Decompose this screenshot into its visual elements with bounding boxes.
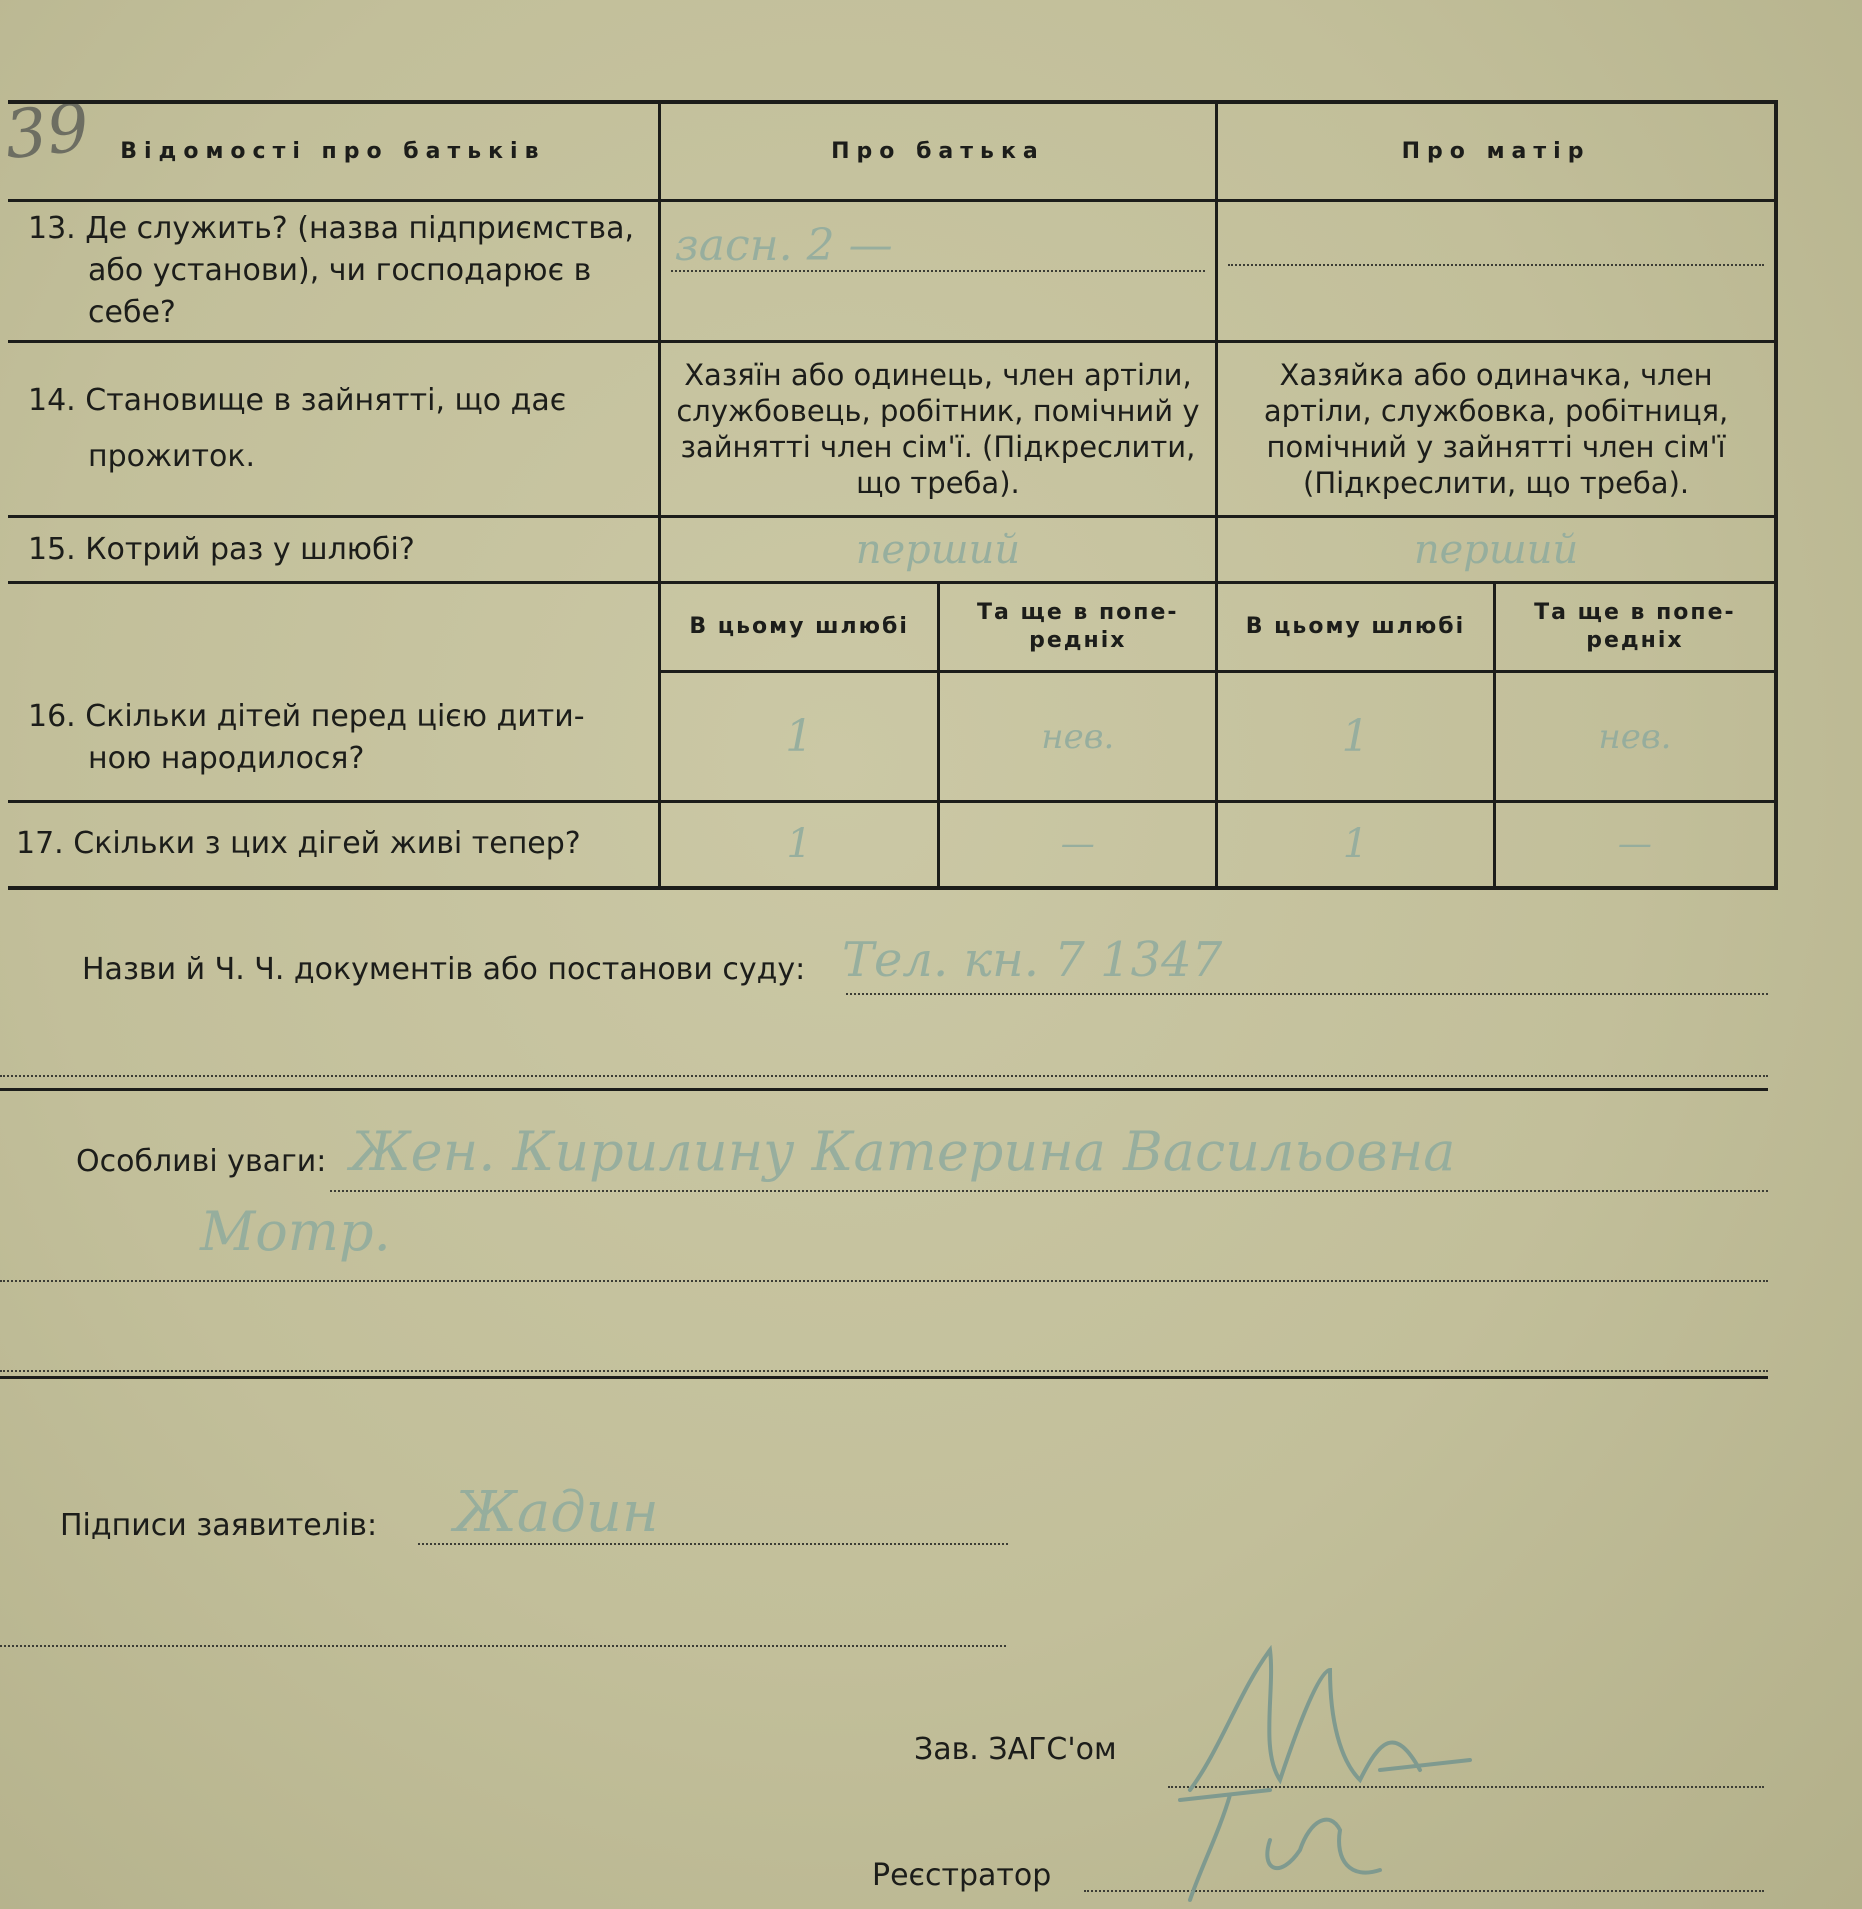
remarks-handwritten-2: Мотр. [200,1200,391,1263]
row-q16-subheaders [8,583,1776,672]
documents-handwritten: Тел. кн. 7 1347 [842,932,1223,988]
q16-father-this-value: 1 [785,711,814,762]
q16-mother-prev-value: нев. [1598,716,1672,757]
q16-label [8,583,659,802]
row-q15 [8,517,1776,583]
documents-dotline-2 [0,1075,1768,1077]
q16-label-line1: 16. Скільки дітей перед цією дити- [28,699,585,734]
head-label: Зав. ЗАГС'ом [914,1732,1117,1767]
parents-info-table [8,100,1778,890]
remarks-label: Особливі уваги: [76,1144,327,1179]
q15-label: 15. Котрий раз у шлюбі? [8,517,659,583]
row-q17 [8,802,1776,888]
q14-father-options: Хазяїн або одинець, член артіли, службовець, робітник, помічний у зайнятті член сім'ї. (Підкреслити, що треба). [659,342,1216,517]
row-q14 [8,342,1776,517]
registrar-label: Реєстратор [872,1858,1052,1893]
header-parents-info: Відомості про батьків [8,102,659,201]
q16-father-this [659,672,939,802]
q15-father-handwritten: перший [855,526,1021,573]
page-number-pencil: 39 [1,88,93,175]
remarks-dotline-3 [0,1370,1768,1372]
q13-label-line1: 13. Де служить? (назва підприємства, [28,211,635,246]
q17-label: 17. Скільки з цих дігей живі тепер? [8,802,659,888]
q17-mother-this [1217,802,1495,888]
q16-father-prev [939,672,1217,802]
q17-father-this [659,802,939,888]
documents-label: Назви й Ч. Ч. документів або постанови суду: [82,952,806,987]
q16-father-sub-this: В цьому шлюбі [659,583,939,672]
q16-father-sub-prev: Та ще в попе-редніх [939,583,1217,672]
q16-label-line2: ною народилося? [88,741,365,776]
applicants-dotline-2 [0,1645,1006,1647]
remarks-dotline-2 [0,1280,1768,1282]
q16-mother-sub-prev: Та ще в попе-редніх [1494,583,1776,672]
q16-father-prev-value: нев. [1041,716,1115,757]
section-divider-1 [0,1088,1768,1091]
q16-mother-this-value: 1 [1341,711,1370,762]
table-header-row [8,102,1776,201]
q17-father-prev [939,802,1217,888]
q14-label [8,342,659,517]
applicants-handwritten: Жадин [454,1480,659,1545]
q13-label [8,201,659,342]
applicants-label: Підписи заявителів: [60,1508,378,1543]
row-q13 [8,201,1776,342]
q13-mother-dotline [1228,264,1764,266]
section-divider-2 [0,1376,1768,1379]
q14-label-line2: прожиток. [88,439,256,474]
q16-mother-sub-this: В цьому шлюбі [1217,583,1495,672]
registrar-signature [1160,1760,1420,1909]
q16-mother-prev [1494,672,1776,802]
remarks-handwritten-1: Жен. Кирилину Катерина Васильовна [350,1120,1456,1183]
q15-mother-cell [1217,517,1776,583]
q14-mother-options: Хазяйка або одиначка, член артіли, службовка, робітниця, помічний у зайнятті член сім'ї (Підкреслити, що треба). [1217,342,1776,517]
remarks-dotline-1 [330,1190,1768,1192]
q13-label-line2: або установи), чи господарює в себе? [88,253,592,330]
q14-label-line1: 14. Становище в зайнятті, що дає [28,383,567,418]
documents-dotline-1 [846,993,1768,995]
q17-mother-prev [1494,802,1776,888]
q17-mother-prev-value: — [1617,824,1652,865]
header-mother: Про матір [1217,102,1776,201]
q13-father-handwritten: засн. 2 — [674,220,893,271]
q13-father-cell [659,201,1216,342]
q15-mother-handwritten: перший [1413,526,1579,573]
q17-father-prev-value: — [1060,824,1095,865]
q16-mother-this [1217,672,1495,802]
q17-mother-this-value: 1 [1342,821,1369,868]
header-father: Про батька [659,102,1216,201]
q15-father-cell [659,517,1216,583]
q13-mother-cell [1217,201,1776,342]
q13-father-dotline [671,270,1205,272]
q17-father-this-value: 1 [786,821,812,868]
